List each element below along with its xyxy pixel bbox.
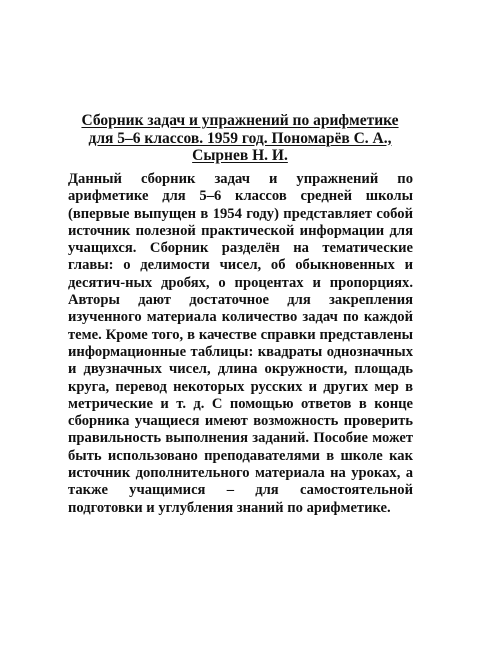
body-line: круга, перевод некоторых русских и других мер в — [68, 378, 413, 395]
body-line: Данный сборник задач и упражнений по — [68, 171, 413, 187]
body-line: десятич-ных дробях, о процентах и пропорциях. — [68, 274, 413, 291]
title-line: Сборник задач и упражнений по арифметике — [81, 112, 399, 129]
title-line: для 5–6 классов. 1959 год. Пономарёв С. А., — [88, 129, 392, 147]
body-line: главы: о делимости чисел, об обыкновенных и — [68, 257, 413, 274]
body-line: подготовки и углубления знаний по арифметике. — [68, 499, 391, 516]
body-line: арифметике для 5–6 классов средней школы — [68, 188, 413, 205]
body-line: также учащимися – для самостоятельной — [68, 482, 413, 499]
body-line: сборника учащиеся имеют возможность проверить — [68, 413, 413, 430]
title-line: Сырнев Н. И. — [192, 147, 288, 164]
body-line: информационные таблицы: квадраты однозначных — [68, 343, 413, 360]
body-line: теме. Кроме того, в качестве справки представлены — [68, 326, 413, 343]
body-line: источник полезной практической информации для — [68, 222, 413, 239]
document-title — [68, 112, 412, 165]
body-line: и двузначных чисел, длина окружности, площадь — [68, 361, 413, 378]
body-line: метрические и т. д. С помощью ответов в конце — [68, 395, 413, 412]
body-line: Авторы дают достаточное для закрепления — [68, 292, 413, 309]
body-line: изученного материала количество задач по каждой — [68, 309, 413, 326]
body-line: правильность выполнения заданий. Пособие может — [68, 430, 413, 447]
body-line: быть использовано преподавателями в школе как — [68, 447, 413, 464]
document-body — [68, 171, 413, 517]
body-line: учащихся. Сборник разделён на тематические — [68, 240, 413, 257]
body-line: источник дополнительного материала на уроках, а — [68, 465, 413, 482]
body-line: (впервые выпущен в 1954 году) представляет собой — [68, 205, 413, 222]
